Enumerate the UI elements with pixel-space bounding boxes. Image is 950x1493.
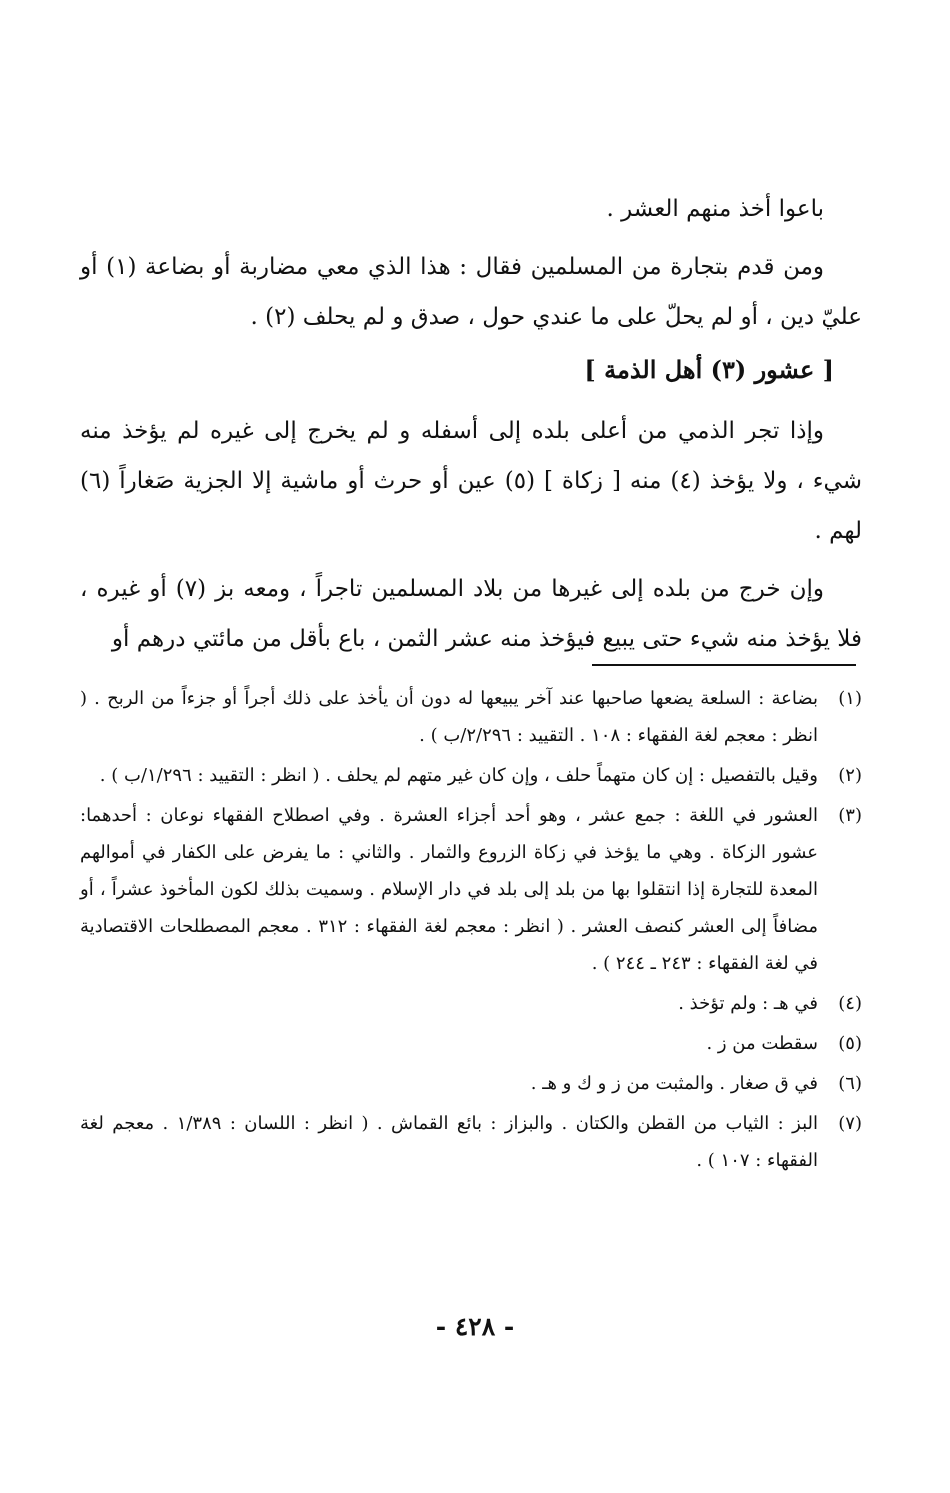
footnote-1 [80, 680, 862, 754]
section-heading: [ عشور (٣) أهل الذمة ] [584, 355, 834, 384]
footnotes [80, 680, 862, 1182]
footnote-number: (٣) [838, 805, 862, 826]
footnote-text: سقطت من ز . [706, 1033, 818, 1054]
footnote-number: (٦) [838, 1073, 862, 1094]
footnote-text: في هـ : ولم تؤخذ . [678, 993, 818, 1014]
footnote-separator [592, 664, 856, 666]
footnote-5 [80, 1025, 862, 1062]
footnote-2 [80, 757, 862, 794]
footnote-text: في ق صغار . والمثبت من ز و ك و هـ . [530, 1073, 818, 1094]
footnote-number: (٢) [838, 765, 862, 786]
text-line-1: باعوا أخذ منهم العشر . [606, 196, 824, 222]
footnote-text: وقيل بالتفصيل : إن كان متهماً حلف ، وإن كان غير متهم لم يحلف . ( انظر : التقييد : ١/٢٩٦/ب ) . [99, 765, 818, 786]
footnote-4 [80, 985, 862, 1022]
footnote-number: (٤) [838, 993, 862, 1014]
footnote-number: (٥) [838, 1033, 862, 1054]
footnote-text: البز : الثياب من القطن والكتان . والبزاز : بائع القماش . ( انظر : اللسان : ١/٣٨٩ . معجم لغة الفقهاء : ١٠٧ ) . [80, 1113, 818, 1171]
footnote-number: (١) [838, 688, 862, 709]
paragraph-2: وإذا تجر الذمي من أعلى بلده إلى أسفله و لم يخرج إلى غيره لم يؤخذ منه شيء ، ولا يؤخذ (٤) منه [ زكاة ] (٥) عين أو حرث أو ماشية إلا الجزية صَغاراً (٦) لهم . [80, 418, 862, 544]
paragraph-3: وإن خرج من بلده إلى غيرها من بلاد المسلمين تاجراً ، ومعه بز (٧) أو غيره ، فلا يؤخذ منه شيء حتى يبيع فيؤخذ منه عشر الثمن ، باع بأقل من مائتي درهم أو [80, 576, 862, 652]
paragraph-1: ومن قدم بتجارة من المسلمين فقال : هذا الذي معي مضاربة أو بضاعة (١) أو عليّ دين ، أو لم يحلّ على ما عندي حول ، صدق و لم يحلف (٢) . [80, 254, 862, 330]
footnote-number: (٧) [838, 1113, 862, 1134]
main-text [80, 184, 862, 664]
footnote-text: بضاعة : السلعة يضعها صاحبها عند آخر يبيعها له دون أن يأخذ على ذلك أجراً أو جزءاً من الربح . ( انظر : معجم لغة الفقهاء : ١٠٨ . التقييد : ٢/٢٩٦/ب ) . [80, 688, 818, 746]
footnote-7 [80, 1105, 862, 1179]
footnote-6 [80, 1065, 862, 1102]
page-number: - ٤٢٨ - [435, 1312, 515, 1341]
footnote-3 [80, 797, 862, 982]
footnote-text: العشور في اللغة : جمع عشر ، وهو أحد أجزاء العشرة . وفي اصطلاح الفقهاء نوعان : أحدهما: عشور الزكاة . وهي ما يؤخذ في زكاة الزروع والثمار . والثاني : ما يفرض على الكفار في أموالهم المعدة للتجارة إذا انتقلوا بها من بلد إلى بلد في دار الإسلام . وسميت بذلك لكون المأخوذ عشراً ، أو مضافاً إلى العشر كنصف العشر . ( انظر : معجم لغة الفقهاء : ٣١٢ . معجم المصطلحات الاقتصادية في لغة الفقهاء : ٢٤٣ ـ ٢٤٤ ) . [80, 805, 818, 974]
